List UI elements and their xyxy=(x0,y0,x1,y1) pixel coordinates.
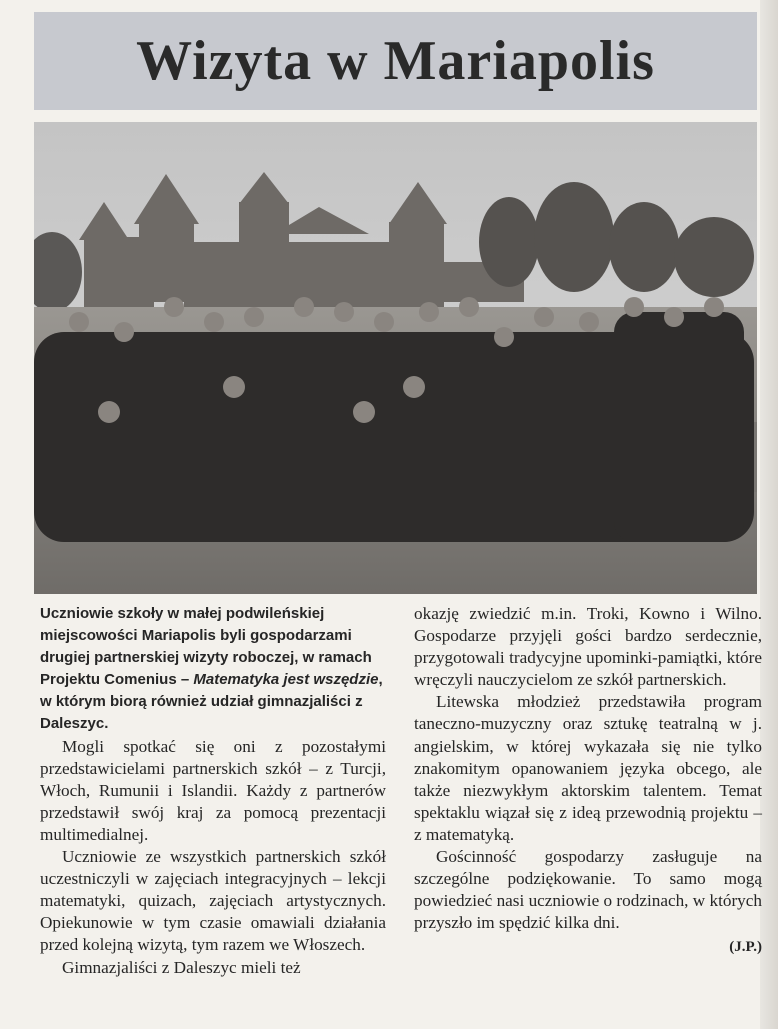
author-signature: (J.P.) xyxy=(729,939,762,956)
article-title: Wizyta w Mariapolis xyxy=(136,30,655,92)
lead-text-1: Uczniowie szkoły w małej podwileńskiej miejscowości Mariapolis byli gospodarzami drugiej partnerskiej wizyty roboczej, w ramach Projektu Comenius – xyxy=(40,605,372,689)
article-lead xyxy=(40,603,386,736)
paragraph: Mogli spotkać się oni z pozostałymi przedstawicielami partnerskich szkół – z Turcji, Włoch, Rumunii i Islandii. Każdy z partnerów przedstawił swój kraj za pomocą prezentacji multimedialnej. xyxy=(40,736,386,844)
crowd xyxy=(34,312,754,542)
paragraph: Gimnazjaliści z Daleszyc mieli też xyxy=(62,957,301,977)
text-column-left xyxy=(40,603,386,979)
paragraph: okazję zwiedzić m.in. Troki, Kowno i Wilno. Gospodarze przyjęli gości bardzo serdecznie, przygotowali tradycyjne upominki-pamiątki, które wręczyli nauczycielom ze szkół partnerskich. xyxy=(414,604,762,690)
group-photo-illustration xyxy=(34,122,757,594)
text-column-right xyxy=(414,603,762,959)
paragraph: Uczniowie ze wszystkich partnerskich szkół uczestniczyli w zajęciach integracyjnych – lekcji matematyki, quizach, zajęciach artystycznych. Opiekunowie w tym czasie omawiali działania przed kolejną wizytą, tym razem we Włoszech. xyxy=(40,847,386,955)
title-banner xyxy=(34,12,757,110)
paragraph: Gościnność gospodarzy zasługuje na szczególne podziękowanie. To samo mogą powiedzieć nasi uczniowie o rodzinach, w których przyszło im spędzić kilka dni. xyxy=(414,847,762,933)
project-name: Matematyka jest wszędzie xyxy=(193,671,379,689)
adjacent-page-edge xyxy=(760,0,778,1029)
group-photo xyxy=(34,122,757,594)
lead-text-2: , w którym biorą również udział gimnazjaliści z Daleszyc. xyxy=(40,671,383,733)
paragraph: Litewska młodzież przedstawiła program taneczno-muzyczny oraz sztukę teatralną w j. angielskim, w której wykazała się nie tylko znakomitym opanowaniem języka obcego, ale także niezwykłym aktorskim talentem. Temat spektaklu wiązał się z ideą przewodnią projektu – z matematyką. xyxy=(414,692,762,844)
